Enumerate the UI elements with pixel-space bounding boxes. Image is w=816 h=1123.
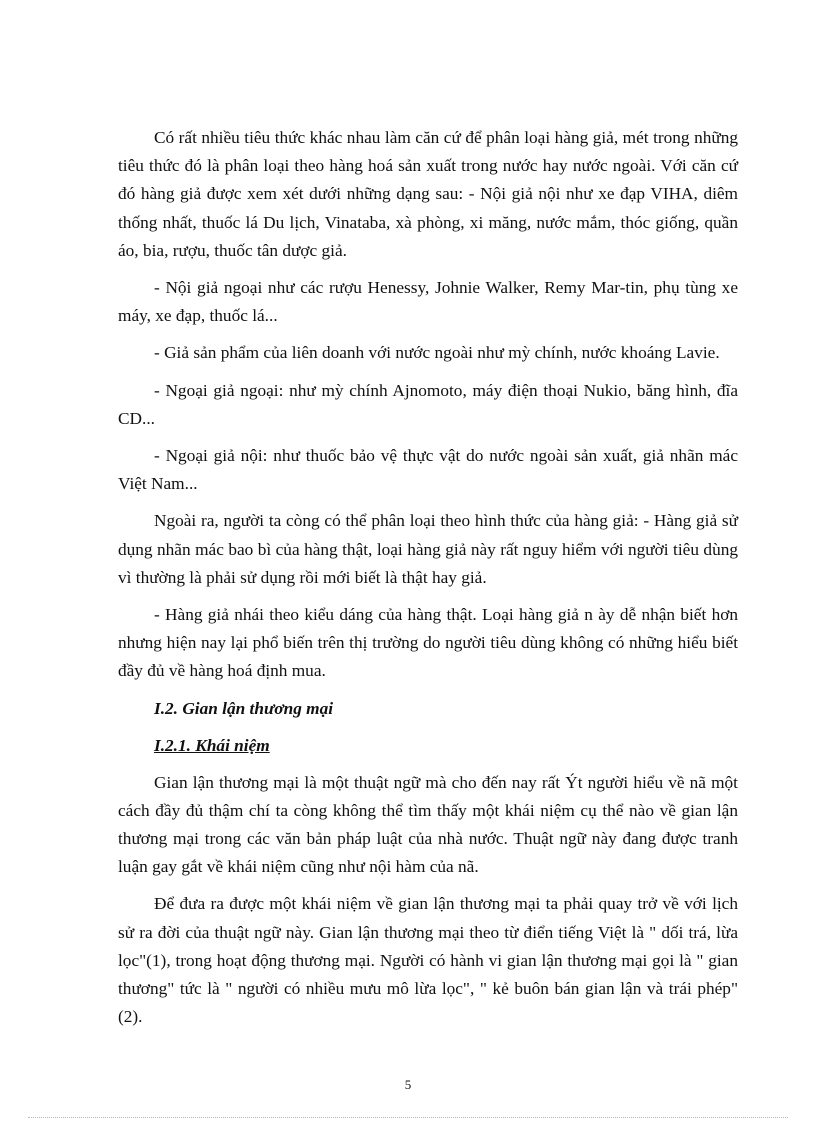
paragraph-classification-intro: Có rất nhiều tiêu thức khác nhau làm căn cứ để phân loại hàng giả, mét trong những tiêu thức đó là phân loại theo hàng hoá sản xuất trong nước hay nước ngoài. Với căn cứ đó hàng giả được xem xét dưới những dạng sau: - Nội giả nội như xe đạp VIHA, diêm thống nhất, thuốc lá Du lịch, Vinataba, xà phòng, xi măng, nước mắm, thóc giống, quần áo, bia, rượu, thuốc tân dược giả. <box>118 128 738 260</box>
paragraph-foreign-fake-foreign: - Ngoại giả ngoại: như mỳ chính Ajnomoto, máy điện thoại Nukio, băng hình, đĩa CD... <box>118 380 738 428</box>
paragraph-domestic-fake-foreign: - Nội giả ngoại như các rượu Henessy, Johnie Walker, Remy Mar-tin, phụ tùng xe máy, xe đạp, thuốc lá... <box>118 278 738 326</box>
paragraph-imitation-goods: - Hàng giả nhái theo kiểu dáng của hàng thật. Loại hàng giả n ày dễ nhận biết hơn nhưng hiện nay lại phổ biến trên thị trường do người tiêu dùng không có những hiểu biết đầy đủ về hàng hoá định mua. <box>118 605 738 681</box>
paragraph-fraud-history: Để đưa ra được một khái niệm về gian lận thương mại ta phải quay trở về với lịch sử ra đời của thuật ngữ này. Gian lận thương mại theo từ điển tiếng Việt là " dối trá, lừa lọc"(1), trong hoạt động thương mại. Người có hành vi gian lận thương mại gọi là " gian thương" tức là " người có nhiều mưu mô lừa lọc", " kẻ buôn bán gian lận và trái phép"(2). <box>118 894 738 1027</box>
page-bottom-divider <box>28 1117 788 1118</box>
paragraph-foreign-fake-domestic: - Ngoại giả nội: như thuốc bảo vệ thực vật do nước ngoài sản xuất, giả nhãn mác Việt Nam... <box>118 446 738 494</box>
paragraph-joint-venture-fake: - Giả sản phẩm của liên doanh với nước ngoài như mỳ chính, nước khoáng Lavie. <box>154 343 720 363</box>
page-number: 5 <box>404 1077 412 1092</box>
paragraph-fraud-definition: Gian lận thương mại là một thuật ngữ mà cho đến nay rất Ýt người hiểu về nã một cách đầy đủ thậm chí ta còng không thể tìm thấy một khái niệm cụ thể nào về gian lận thương mại trong các văn bản pháp luật của nhà nước. Thuật ngữ này đang được tranh luận gay gắt về khái niệm cũng như nội hàm của nã. <box>118 772 738 877</box>
subsection-heading: I.2.1. Khái niệm <box>154 735 270 755</box>
section-heading: I.2. Gian lận thương mại <box>154 698 334 718</box>
document-body <box>118 124 738 1040</box>
paragraph-form-classification: Ngoài ra, người ta còng có thể phân loại theo hình thức của hàng giả: - Hàng giả sử dụng nhãn mác bao bì của hàng thật, loại hàng giả này rất nguy hiểm với người tiêu dùng vì thường là phải sử dụng rồi mới biết là thật hay giả. <box>118 511 738 587</box>
